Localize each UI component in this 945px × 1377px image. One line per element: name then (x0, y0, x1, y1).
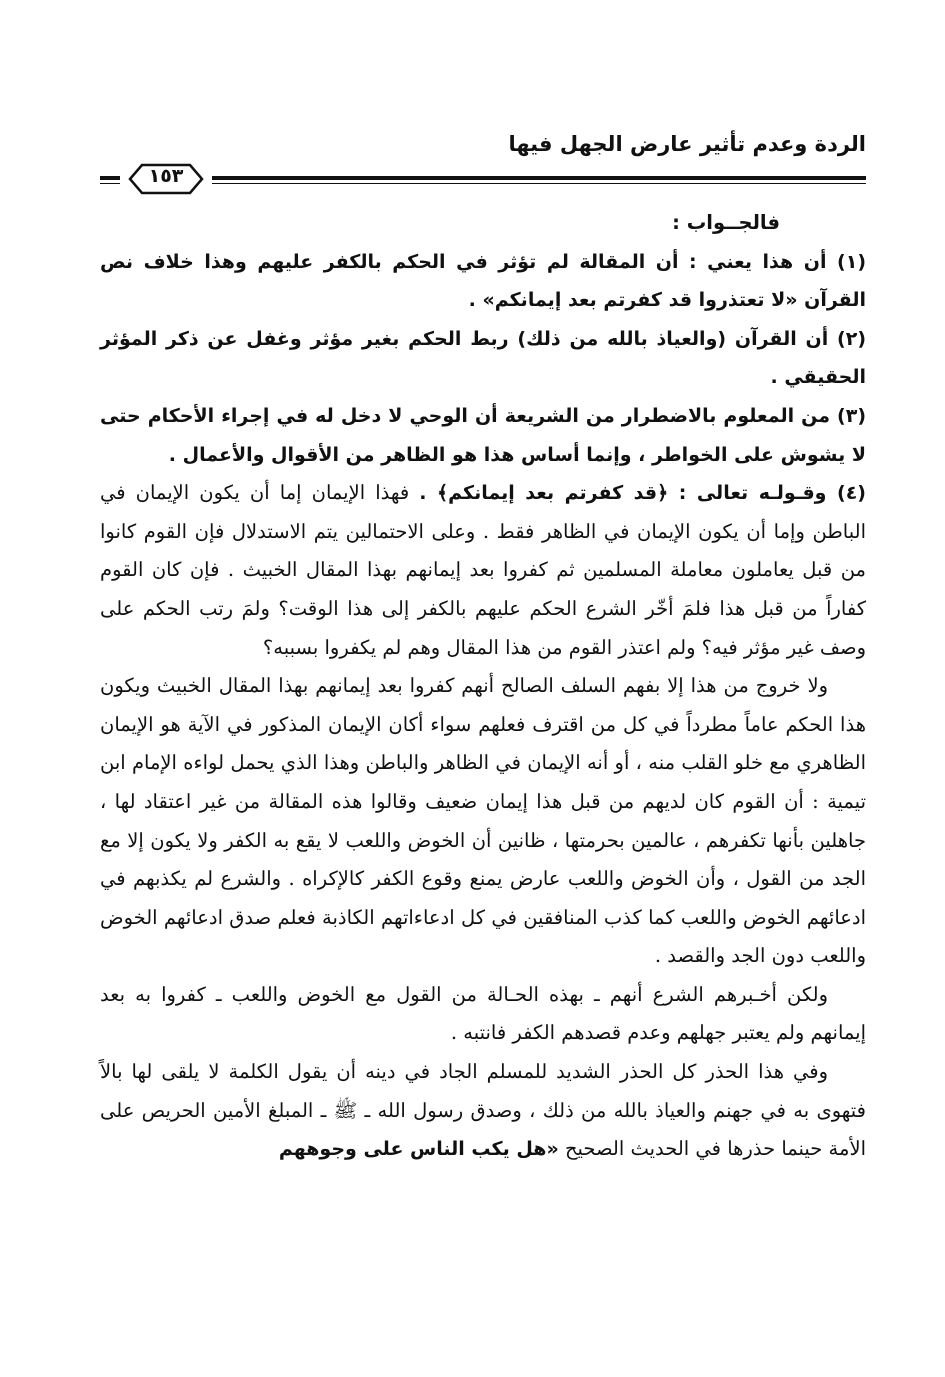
page-header (100, 132, 866, 192)
header-rule-left-thick (100, 176, 120, 180)
answer-heading: فالجــواب : (672, 211, 780, 234)
running-title: الردة وعدم تأثير عارض الجهل فيها (508, 132, 866, 156)
page-number-badge (126, 161, 206, 197)
point-3: (٣) من المعلوم بالاضطرار من الشريعة أن الوحي لا دخل له في إجراء الأحكام حتى لا يشوش على الخواطر ، وإنما أساس هذا هو الظاهر من الأقوال والأعمال . (100, 404, 866, 466)
header-rule-thick (212, 176, 866, 180)
point-2: (٢) أن القرآن (والعياذ بالله من ذلك) ربط الحكم بغير مؤثر وغفل عن ذكر المؤثر الحقيقي . (100, 327, 866, 389)
paragraph-6: ولكن أخـبرهم الشرع أنهم ـ بهذه الحـالة من القول مع الخوض واللعب ـ كفروا به بعد إيمانهم ولم يعتبر جهلهم وعدم قصدهم الكفر فانتبه . (100, 982, 866, 1045)
page-body (100, 204, 866, 1169)
point-4 (100, 474, 866, 667)
paragraph-7-text: وفي هذا الحذر كل الحذر الشديد للمسلم الجاد في دينه أن يقول الكلمة لا يلقى لها بالاً فتهوى به في جهنم والعياذ بالله من ذلك ، وصدق رسول الله ـ ﷺ ـ المبلغ الأمين الحريص على الأمة حينما حذرها في الحديث الصحيح (100, 1060, 866, 1161)
point-1: (١) أن هذا يعني : أن المقالة لم تؤثر في الحكم بالكفر عليهم وهذا خلاف نص القرآن «لا تعتذروا قد كفرتم بعد إيمانكم» . (100, 250, 866, 312)
page-number: ١٥٣ (148, 165, 184, 187)
hadith-quote: «هل يكب الناس على وجوههم (278, 1138, 559, 1161)
header-rule-left-thin (100, 183, 120, 184)
paragraph-5: ولا خروج من هذا إلا بفهم السلف الصالح أنهم كفروا بعد إيمانهم بهذا المقال الخبيث ويكون هذا الحكم عاماً مطرداً في كل من اقترف فعلهم سواء أكان الإيمان المذكور في الآية هو الإيمان الظاهري مع خلو القلب منه ، أو أنه الإيمان في الظاهر والباطن وهذا الذي يحمل لواءه الإمام ابن تيمية : أن القوم كان لديهم من قبل هذا إيمان ضعيف وقالوا هذه المقالة من غير اعتقاد لها ، جاهلين بأنها تكفرهم ، عالمين بحرمتها ، ظانين أن الخوض واللعب لا يقع به الكفر ولا يكون إلا مع الجد من القول ، وأن الخوض واللعب عارض يمنع وقوع الكفر كالإكراه . والشرع لم يكذبهم في ادعائهم الخوض واللعب كما كذب المنافقين في كل ادعاءاتهم الكاذبة فعلم صدق ادعائهم الخوض واللعب دون الجد والقصد . (100, 674, 866, 968)
paragraph-7 (100, 1053, 866, 1169)
point-4-lead: (٤) وقـولـه تعالى : ﴿قد كفرتم بعد إيمانكم﴾ . (419, 482, 866, 505)
header-rule-thin (212, 183, 866, 184)
point-4-text: فهذا الإيمان إما أن يكون الإيمان في الباطن وإما أن يكون الإيمان في الظاهر فقط . وعلى الاحتمالين يتم الاستدلال فإن القوم كانوا من قبل يعاملون معاملة المسلمين ثم كفروا بعد إيمانهم بهذا المقال الخبيث . فإن كان القوم كفاراً من قبل هذا فلمَ أخّر الشرع الحكم عليهم بالكفر إلى هذا الوقت؟ ولمَ رتب الحكم على وصف غير مؤثر فيه؟ ولم اعتذر القوم من هذا المقال وهم لم يكفروا بسببه؟ (100, 481, 866, 659)
